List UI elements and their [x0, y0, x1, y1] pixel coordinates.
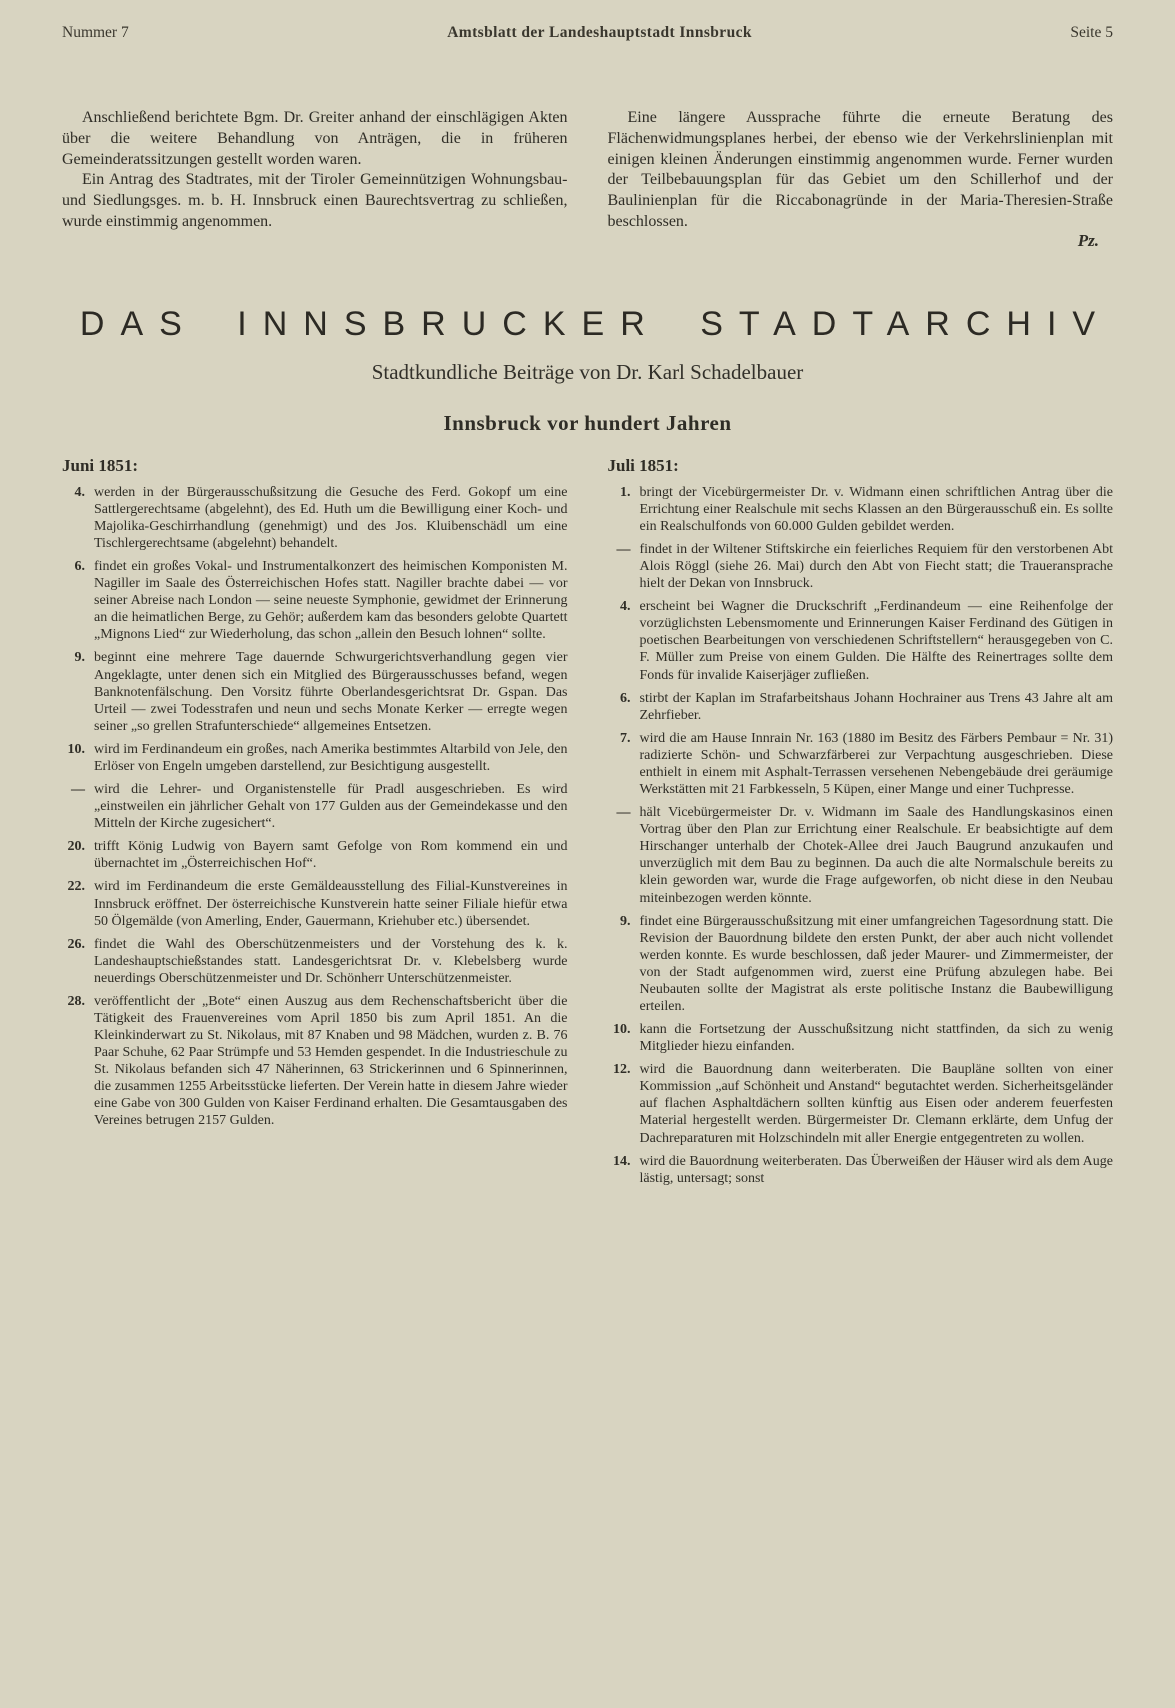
month-heading-juni: Juni 1851:: [62, 455, 139, 475]
chronicle-entry: [62, 781, 568, 832]
entry-text: stirbt der Kaplan im Strafarbeitshaus Johann Hochrainer aus Trens 43 Jahre alt am Zehrfieber.: [639, 690, 1113, 723]
chronicle-entry: [608, 1061, 1114, 1146]
entry-day-number: 7.: [620, 730, 631, 746]
column-juni-1851: [62, 456, 568, 1193]
article-title: DAS INNSBRUCKER STADTARCHIV: [79, 304, 1112, 343]
entry-text: findet ein großes Vokal- und Instrumentalkonzert des heimischen Komponisten M. Nagiller im Saale des Österreichischen Hofes statt. Nagiller brachte dabei — vor seiner Abreise nach London — seine neueste Symphonie, gewidmet der Erinnerung an die heimatlichen Berge, zu Gehör; außerdem kam das besonders gelobte Quartett „Mignons Lied“ zur Wiederholung, das schon „allein den Besuch lohnen“ sollte.: [94, 559, 568, 643]
entry-text: beginnt eine mehrere Tage dauernde Schwurgerichtsverhandlung gegen vier Angeklagte, unter denen sich ein Mitglied des Bürgerausschusses befand, wegen Banknotenfälschung. Den Vorsitz führte Oberlandesgerichtsrat Dr. Gspan. Das Urteil — zwei Todesstrafen und neun und sechs Monate Kerker — erregte wegen seiner „so grellen Strafunterschiede“ allgemeines Entsetzen.: [94, 650, 568, 734]
entry-text: wird im Ferdinandeum die erste Gemäldeausstellung des Filial-Kunstvereines in Innsbruck eröffnet. Der österreichische Kunstverein hatte seiner Filiale hiefür etwa 50 Ölgemälde (von Amerling, Ender, Gauermann, Kriehuber etc.) übersendet.: [94, 879, 568, 929]
month-heading-juli: Juli 1851:: [607, 455, 679, 475]
entry-text: wird die am Hause Innrain Nr. 163 (1880 im Besitz des Färbers Pembaur = Nr. 31) radizierte Schön- und Schwarzfärberei zur Verpachtung ausgeschrieben. Diese enthielt in einem mit Asphalt-Terrassen versehenen Nebengebäude drei geräumige Werkstätten mit 21 Farbkesseln, 5 Küpen, einer Mange und einer Tuchpresse.: [639, 730, 1113, 798]
entry-day-number: 20.: [67, 839, 85, 855]
author-initials: Pz.: [1077, 230, 1099, 250]
entry-day-number: 26.: [67, 936, 85, 952]
chronicle-entry: [608, 804, 1114, 906]
chronicle-entry: [608, 484, 1114, 535]
intro-right-column: [608, 108, 1114, 251]
entry-day-number: 10.: [613, 1022, 631, 1038]
entry-text: findet die Wahl des Oberschützenmeisters und der Vorstehung des k. k. Landeshauptschießstandes statt. Landesgerichtsrat Dr. v. Klebelsberg wurde neuerdings Oberschützenmeister und Dr. Schönherr Unterschützenmeister.: [94, 936, 568, 986]
entry-day-number: —: [616, 542, 631, 558]
entry-day-number: 9.: [620, 913, 631, 929]
column-juli-1851: [608, 456, 1114, 1193]
entry-day-number: —: [71, 782, 85, 798]
chronicle-section: [62, 456, 1113, 1193]
chronicle-entry: [62, 741, 568, 775]
entry-day-number: 4.: [74, 484, 85, 500]
chronicle-entry: [62, 878, 568, 929]
entry-text: werden in der Bürgerausschußsitzung die Gesuche des Ferd. Gokopf um eine Sattlergerechtsame (abgelehnt), des Ed. Huth um die Bewilligung einer Koch- und Majolika-Geschirrhandlung (genehmigt) und des Jos. Kluibenschädl um eine Tischlergerechtsame (abgelehnt) behandelt.: [94, 484, 568, 552]
entry-text: findet in der Wiltener Stiftskirche ein feierliches Requiem für den verstorbenen Abt Alois Röggl (siehe 26. Mai) durch den Abt von Fiecht statt; die Traueransprache hielt der Dekan von Innsbruck.: [639, 542, 1113, 592]
entry-list-juni: [62, 484, 568, 1130]
entry-text: hält Vicebürgermeister Dr. v. Widmann im Saale des Handlungskasinos einen Vortrag über den Plan zur Errichtung einer Realschule. Er beabsichtigte auf dem Hirschanger unterhalb der Chotek-Allee drei Jauch Baugrund anzukaufen und unverzüglich mit dem Bau zu beginnen. Da auch die alte Normalschule bereits zu klein geworden war, wurde die Frage aufgeworfen, ob nicht diese in den Neubau miteinbezogen werden könnte.: [639, 805, 1113, 906]
entry-list-juli: [608, 484, 1114, 1187]
entry-text: kann die Fortsetzung der Ausschußsitzung nicht stattfinden, da sich zu wenig Mitglieder hiezu einfanden.: [639, 1022, 1113, 1055]
entry-day-number: 9.: [74, 650, 85, 666]
entry-text: erscheint bei Wagner die Druckschrift „Ferdinandeum — eine Reihenfolge der vorzüglichsten Lebensmomente und Erinnerungen Kaiser Ferdinand des Gütigen in poetischen Bearbeitungen von verschiedenen Schriftstellern“ herausgegeben von C. F. Müller zum Preise von einem Gulden. Die Hälfte des Reinertrages sollte dem Fonds für invalide Kaiserjäger zufließen.: [639, 599, 1113, 683]
chronicle-entry: [608, 598, 1114, 683]
entry-day-number: 14.: [613, 1153, 631, 1169]
chronicle-entry: [62, 558, 568, 643]
chronicle-entry: [608, 1153, 1114, 1187]
intro-paragraph: Anschließend berichtete Bgm. Dr. Greiter anhand der einschlägigen Akten über die weitere Behandlung von Anträgen, die in früheren Gemeinderatssitzungen gestellt worden waren.: [62, 109, 568, 168]
entry-text: wird die Bauordnung weiterberaten. Das Überweißen der Häuser wird als dem Auge lästig, untersagt; sonst: [639, 1153, 1113, 1186]
entry-day-number: 22.: [67, 879, 85, 895]
council-report-section: [62, 108, 1113, 251]
entry-text: findet eine Bürgerausschußsitzung mit einer umfangreichen Tagesordnung statt. Die Revision der Bauordnung bildete den ersten Punkt, der aber auch nicht vollendet werden konnte. Es wurde beschlossen, daß jeder Maurer- und Zimmermeister, der von der Stadt aufgenommen wird, zuerst eine Prüfung abzulegen habe. Bei Neubauten sollte der Magistrat als erste politische Instanz die Baubewilligung erteilen.: [639, 913, 1113, 1014]
entry-day-number: —: [616, 805, 631, 821]
section-heading: Innsbruck vor hundert Jahren: [443, 410, 732, 435]
chronicle-entry: [62, 484, 568, 552]
article-subtitle: Stadtkundliche Beiträge von Dr. Karl Schadelbauer: [371, 359, 804, 384]
entry-day-number: 4.: [620, 599, 631, 615]
masthead-title: Amtsblatt der Landeshauptstadt Innsbruck: [447, 24, 752, 41]
entry-text: bringt der Vicebürgermeister Dr. v. Widmann einen schriftlichen Antrag über die Errichtung einer Realschule mit sechs Klassen an den Bürgerausschuß ein. Es sollte ein Realschulfonds von 60.000 Gulden gebildet werden.: [639, 484, 1113, 534]
chronicle-entry: [62, 649, 568, 734]
intro-paragraph: Eine längere Aussprache führte die erneute Beratung des Flächenwidmungsplanes herbei, der ebenso wie der Verkehrslinienplan mit einigen kleinen Änderungen einstimmig angenommen wurde. Ferner wurden der Teilbebauungsplan für das Gebiet um den Schillerhof und der Baulinienplan für die Riccabonagründe in der Maria-Theresien-Straße beschlossen.: [607, 109, 1113, 230]
chronicle-entry: [608, 690, 1114, 724]
chronicle-entry: [62, 838, 568, 872]
entry-day-number: 28.: [67, 993, 85, 1009]
page-number: Seite 5: [1070, 24, 1113, 41]
entry-text: wird die Bauordnung dann weiterberaten. Die Baupläne sollten von einer Kommission „auf Schönheit und Anstand“ begutachtet werden. Sicherheitsgeländer auf flachen Asphaltdächern sollten künftig aus Eisen oder anderem feuerfesten Material hergestellt werden. Bürgermeister Dr. Clemann erklärte, dem Unfug der Dachreparaturen mit Holzschindeln mit aller Energie entgegentreten zu wollen.: [639, 1062, 1113, 1146]
chronicle-entry: [62, 936, 568, 987]
entry-day-number: 6.: [74, 559, 85, 575]
entry-day-number: 10.: [67, 741, 85, 757]
intro-paragraph: Ein Antrag des Stadtrates, mit der Tiroler Gemeinnützigen Wohnungsbau- und Siedlungsges. m. b. H. Innsbruck einen Baurechtsvertrag zu schließen, wurde einstimmig angenommen.: [62, 171, 568, 230]
entry-text: wird im Ferdinandeum ein großes, nach Amerika bestimmtes Altarbild von Jele, den Erlöser von Engeln umgeben darstellend, zur Besichtigung ausgestellt.: [94, 741, 568, 774]
issue-number: Nummer 7: [62, 24, 129, 41]
chronicle-entry: [608, 913, 1114, 1015]
chronicle-entry: [608, 1021, 1114, 1055]
chronicle-entry: [62, 993, 568, 1130]
masthead: [62, 24, 1113, 42]
chronicle-entry: [608, 730, 1114, 798]
entry-text: veröffentlicht der „Bote“ einen Auszug aus dem Rechenschaftsbericht über die Tätigkeit des Frauenvereines vom April 1850 bis zum April 1851. An die Kleinkinderwart zu St. Nikolaus, mit 87 Knaben und 98 Mädchen, wurden z. B. 76 Paar Schuhe, 62 Paar Strümpfe und 53 Hemden gespendet. In die Industrieschule zu St. Nikolaus befanden sich 47 Näherinnen, 63 Strickerinnen und 6 Spinnerinnen, die zusammen 1255 Arbeitsstücke lieferten. Der Verein hatte in diesem Jahre wieder eine Gabe von 300 Gulden von Kaiser Ferdinand erhalten. Die Gesamtausgaben des Vereines betrugen 2157 Gulden.: [94, 993, 568, 1129]
chronicle-entry: [608, 541, 1114, 592]
entry-day-number: 6.: [620, 690, 631, 706]
intro-left-column: [62, 108, 568, 251]
entry-day-number: 1.: [620, 484, 631, 500]
entry-text: trifft König Ludwig von Bayern samt Gefolge von Rom kommend ein und übernachtet im „Österreichischen Hof“.: [94, 839, 568, 872]
entry-text: wird die Lehrer- und Organistenstelle für Pradl ausgeschrieben. Es wird „einstweilen ein jährlicher Gehalt von 177 Gulden aus der Gemeindekasse und den Mitteln der Kirche zugesichert“.: [94, 782, 568, 832]
entry-day-number: 12.: [613, 1062, 631, 1078]
